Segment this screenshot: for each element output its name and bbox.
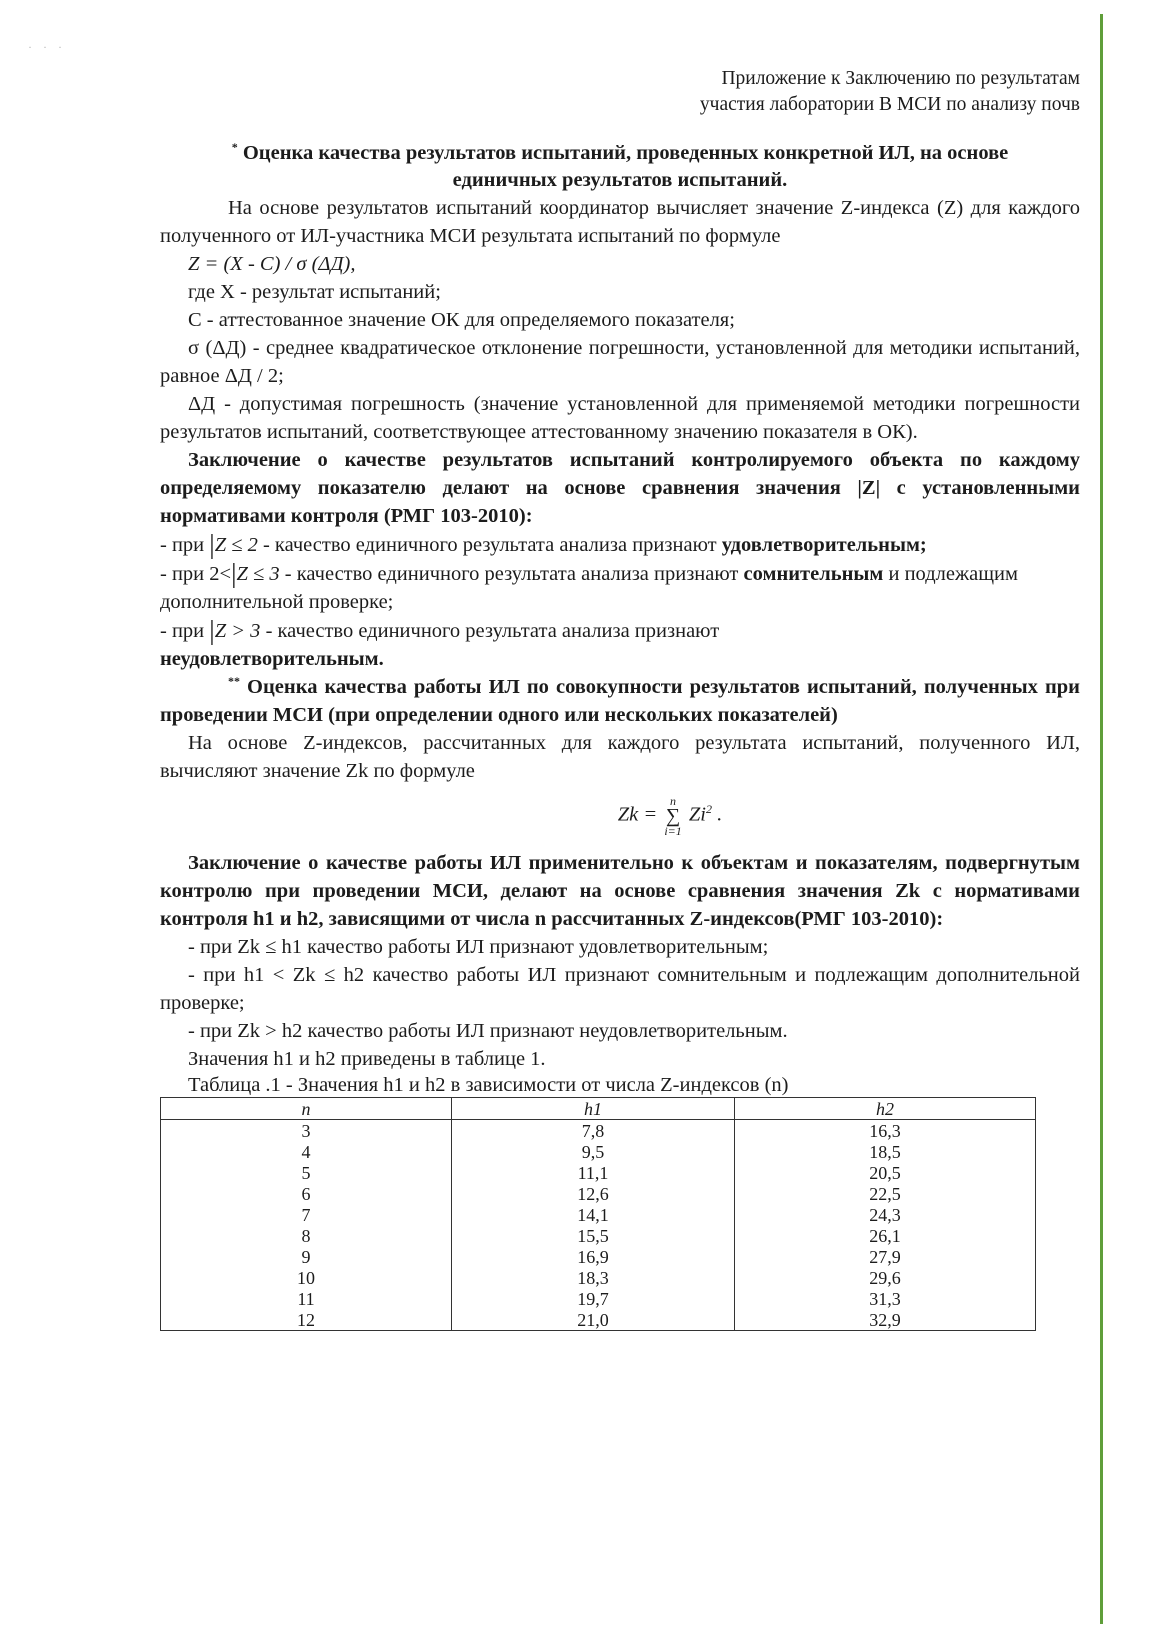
cell-h1: 7,8	[452, 1120, 735, 1142]
rule1-text: - качество единичного результата анализа признают	[262, 534, 717, 556]
cell-h1: 15,5	[452, 1225, 735, 1246]
header-h2: h2	[735, 1098, 1036, 1120]
rule2-tail: и подлежащим дополнительной проверке;	[160, 563, 1018, 613]
rule-satisfactory	[160, 530, 1080, 559]
table-row	[161, 1267, 1036, 1288]
header-h1: h1	[452, 1098, 735, 1120]
table-row	[161, 1162, 1036, 1183]
rule3-prefix: - при	[160, 620, 205, 642]
cell-h2: 32,9	[735, 1309, 1036, 1331]
rule3-text: - качество единичного результата анализа признают	[265, 620, 720, 642]
zk-formula	[260, 795, 1080, 837]
cell-h1: 12,6	[452, 1183, 735, 1204]
section2-rule2: - при h1 < Zk ≤ h2 качество работы ИЛ признают сомнительным и подлежащим дополнительной проверке;	[160, 964, 1080, 1014]
cell-n: 10	[161, 1267, 452, 1288]
cell-n: 8	[161, 1225, 452, 1246]
document-page	[160, 66, 1080, 1331]
table-row	[161, 1309, 1036, 1331]
cell-h2: 22,5	[735, 1183, 1036, 1204]
section1-title-line1: Оценка качества результатов испытаний, проведенных конкретной ИЛ, на основе	[242, 142, 1009, 164]
section2-rule3: - при Zk > h2 качество работы ИЛ признают неудовлетворительным.	[188, 1020, 788, 1042]
section2-title	[160, 673, 1080, 729]
cell-h1: 9,5	[452, 1141, 735, 1162]
section1-intro: На основе результатов испытаний координатор вычисляет значение Z-индекса (Z) для каждого полученного от ИЛ-участника МСИ результата испытаний по формуле	[160, 197, 1080, 247]
cell-h1: 18,3	[452, 1267, 735, 1288]
cell-h2: 31,3	[735, 1288, 1036, 1309]
table-row	[161, 1246, 1036, 1267]
where-x: где X - результат испытаний;	[188, 281, 441, 303]
section1-conclusion: Заключение о качестве результатов испытаний контролируемого объекта по каждому определяемому показателю делают на основе сравнения значения |Z| с установленными нормативами контроля (РМГ 103-2010):	[160, 449, 1080, 527]
rule1-prefix: - при	[160, 534, 205, 556]
cell-n: 4	[161, 1141, 452, 1162]
cell-n: 3	[161, 1120, 452, 1142]
scan-marks: · · ·	[28, 40, 66, 54]
cell-h1: 11,1	[452, 1162, 735, 1183]
cell-h2: 16,3	[735, 1120, 1036, 1142]
table-caption: Таблица .1 - Значения h1 и h2 в зависимости от числа Z-индексов (n)	[188, 1074, 789, 1096]
table-header-row	[161, 1098, 1036, 1120]
zk-formula-lhs: Zk =	[617, 803, 658, 826]
values-note: Значения h1 и h2 приведены в таблице 1.	[188, 1048, 546, 1070]
table-row	[161, 1120, 1036, 1142]
section2-conclusion: Заключение о качестве работы ИЛ применительно к объектам и показателям, подвергнутым контролю при проведении МСИ, делают на основе сравнения значения Zk с нормативами контроля h1 и h2, зависящими от числа n рассчитанных Z-индексов(РМГ 103-2010):	[160, 852, 1080, 930]
rule1-result: удовлетворительным;	[721, 534, 927, 556]
cell-h2: 18,5	[735, 1141, 1036, 1162]
appendix-header-line1: Приложение к Заключению по результатам	[721, 68, 1080, 89]
footnote-star: *	[231, 140, 238, 155]
cell-n: 7	[161, 1204, 452, 1225]
where-sigma: σ (ΔД) - среднее квадратическое отклонение погрешности, установленной для методики испытаний, равное ΔД / 2;	[160, 337, 1080, 387]
rule-unsatisfactory	[160, 616, 1080, 673]
rule2-result: сомнительным	[743, 563, 884, 585]
section1-title-line2: единичных результатов испытаний.	[452, 169, 788, 191]
appendix-header-line2: участия лаборатории В МСИ по анализу почв	[699, 94, 1080, 115]
section2-rule1: - при Zk ≤ h1 качество работы ИЛ признают удовлетворительным;	[188, 936, 769, 958]
cell-h2: 29,6	[735, 1267, 1036, 1288]
cell-n: 6	[161, 1183, 452, 1204]
sum-upper-limit: n	[670, 794, 677, 808]
table-row	[161, 1204, 1036, 1225]
zk-formula-term: Zi	[688, 803, 706, 826]
rule2-condition: Z ≤ 3	[236, 563, 280, 585]
header-n: n	[161, 1098, 452, 1120]
cell-h2: 24,3	[735, 1204, 1036, 1225]
cell-h1: 16,9	[452, 1246, 735, 1267]
sum-lower-limit: i=1	[664, 824, 682, 838]
abs-bar: |	[209, 529, 215, 559]
sum-symbol	[664, 795, 681, 837]
where-delta: ΔД - допустимая погрешность (значение установленной для применяемой методики погрешности результатов испытаний, соответствующее аттестованному значению показателя в ОК).	[160, 393, 1080, 443]
rule3-result: неудовлетворительным.	[160, 648, 384, 670]
cell-h2: 26,1	[735, 1225, 1036, 1246]
cell-h1: 21,0	[452, 1309, 735, 1331]
cell-h1: 19,7	[452, 1288, 735, 1309]
zk-formula-end: .	[717, 803, 723, 826]
zk-formula-power: 2	[706, 801, 712, 816]
cell-h2: 27,9	[735, 1246, 1036, 1267]
rule3-condition: Z > 3	[214, 620, 261, 642]
cell-n: 9	[161, 1246, 452, 1267]
section2-title-text: Оценка качества работы ИЛ по совокупности результатов испытаний, полученных при проведении МСИ (при определении одного или нескольких показателей)	[160, 676, 1080, 726]
cell-n: 12	[161, 1309, 452, 1331]
rule1-condition: Z ≤ 2	[214, 534, 258, 556]
where-c: C - аттестованное значение ОК для определяемого показателя;	[188, 309, 735, 331]
page-edge-line	[1100, 14, 1103, 1624]
cell-h2: 20,5	[735, 1162, 1036, 1183]
section2-intro: На основе Z-индексов, рассчитанных для каждого результата испытаний, полученного ИЛ, вычисляют значение Zk по формуле	[160, 732, 1080, 782]
appendix-header	[160, 66, 1080, 118]
table-row	[161, 1141, 1036, 1162]
abs-bar: |	[231, 558, 237, 588]
footnote-double-star: **	[228, 674, 240, 689]
z-formula: Z = (X - C) / σ (ΔД),	[188, 253, 356, 275]
cell-n: 11	[161, 1288, 452, 1309]
h-values-table	[160, 1097, 1036, 1331]
table-row	[161, 1183, 1036, 1204]
section1-title	[160, 140, 1080, 194]
rule2-prefix: - при 2<	[160, 563, 232, 585]
table-row	[161, 1288, 1036, 1309]
abs-bar: |	[209, 615, 215, 645]
rule2-text: - качество единичного результата анализа признают	[284, 563, 739, 585]
table-row	[161, 1225, 1036, 1246]
rule-doubtful	[160, 559, 1080, 616]
sigma-sign: ∑	[665, 805, 681, 827]
cell-n: 5	[161, 1162, 452, 1183]
cell-h1: 14,1	[452, 1204, 735, 1225]
